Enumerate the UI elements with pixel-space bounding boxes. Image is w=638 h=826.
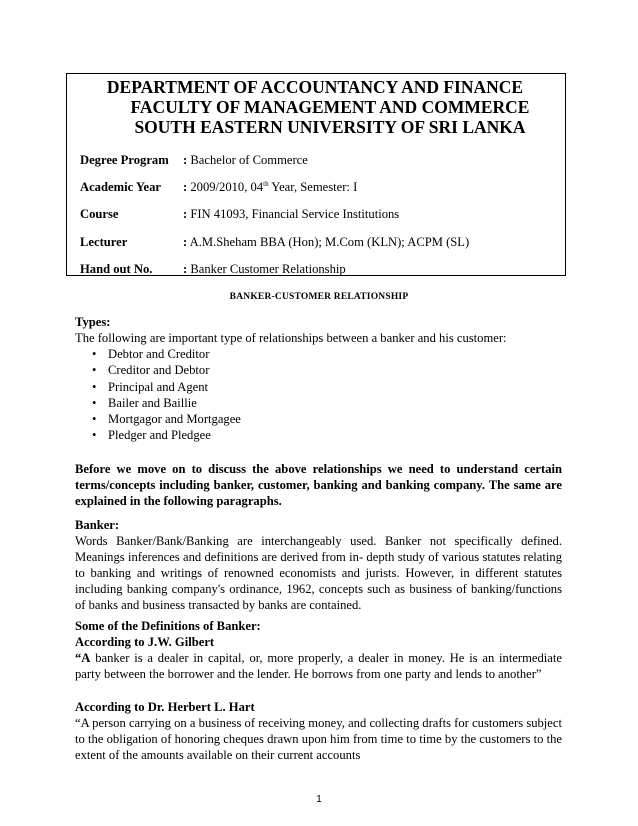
document-subtitle: BANKER-CUSTOMER RELATIONSHIP — [229, 292, 409, 302]
university-title: SOUTH EASTERN UNIVERSITY OF SRI LANKA — [134, 117, 526, 137]
banker-section — [75, 517, 562, 613]
list-item: • Creditor and Debtor — [108, 362, 562, 378]
definitions-heading: Some of the Definitions of Banker: — [75, 619, 261, 633]
banker-heading: Banker: — [75, 518, 120, 532]
definitions-section — [75, 618, 562, 682]
department-title: DEPARTMENT OF ACCOUNTANCY AND FINANCE — [106, 77, 524, 97]
banker-body: Words Banker/Bank/Banking are interchangeably used. Banker not specifically defined. Meanings inferences and definitions are derived from in- depth study of various statutes relating to banking and writings of renowned economists and jurists. However, in different statutes including banking company's ordinance, 1962, concepts such as business of banking/functions of banks and business transacted by banks are contained. — [75, 534, 562, 612]
info-value: : Banker Customer Relationship — [183, 262, 346, 276]
list-item: • Debtor and Creditor — [108, 346, 562, 362]
info-label: Hand out No. — [80, 262, 153, 276]
info-label: Lecturer — [80, 235, 128, 249]
gilbert-heading: According to J.W. Gilbert — [75, 635, 215, 649]
info-value: : FIN 41093, Financial Service Institutions — [183, 207, 400, 221]
types-intro: The following are important type of relationships between a banker and his customer: — [75, 331, 507, 345]
list-item: • Mortgagor and Mortgagee — [108, 411, 562, 427]
list-item: • Pledger and Pledgee — [108, 427, 562, 443]
faculty-title: FACULTY OF MANAGEMENT AND COMMERCE — [130, 97, 530, 117]
info-label: Academic Year — [80, 180, 162, 194]
info-value: : Bachelor of Commerce — [183, 153, 308, 167]
relationship-list — [75, 346, 562, 444]
list-item: • Bailer and Baillie — [108, 395, 562, 411]
info-label: Course — [80, 207, 119, 221]
gilbert-quote: “A banker is a dealer in capital, or, more properly, a dealer in money. He is an intermediate party between the borrower and the lender. He borrows from one party and lends to another” — [75, 651, 562, 681]
hart-quote: “A person carrying on a business of receiving money, and collecting drafts for customers subject to the obligation of honoring cheques drawn upon him from time to time by the customers to the extent of the amounts available on their current accounts — [75, 716, 562, 762]
page-number: 1 — [316, 794, 322, 805]
list-item: • Principal and Agent — [108, 379, 562, 395]
info-value: : 2009/2010, 04th Year, Semester: I — [183, 180, 358, 194]
types-section — [75, 314, 562, 444]
hart-section — [75, 699, 562, 763]
types-heading: Types: — [75, 315, 111, 329]
info-value: : A.M.Sheham BBA (Hon); M.Com (KLN); ACPM (SL) — [183, 235, 470, 249]
info-label: Degree Program — [80, 153, 169, 167]
hart-heading: According to Dr. Herbert L. Hart — [75, 700, 255, 714]
intro-paragraph: Before we move on to discuss the above relationships we need to understand certain terms/concepts including banker, customer, banking and banking company. The same are explained in the following paragraphs. — [75, 462, 562, 508]
